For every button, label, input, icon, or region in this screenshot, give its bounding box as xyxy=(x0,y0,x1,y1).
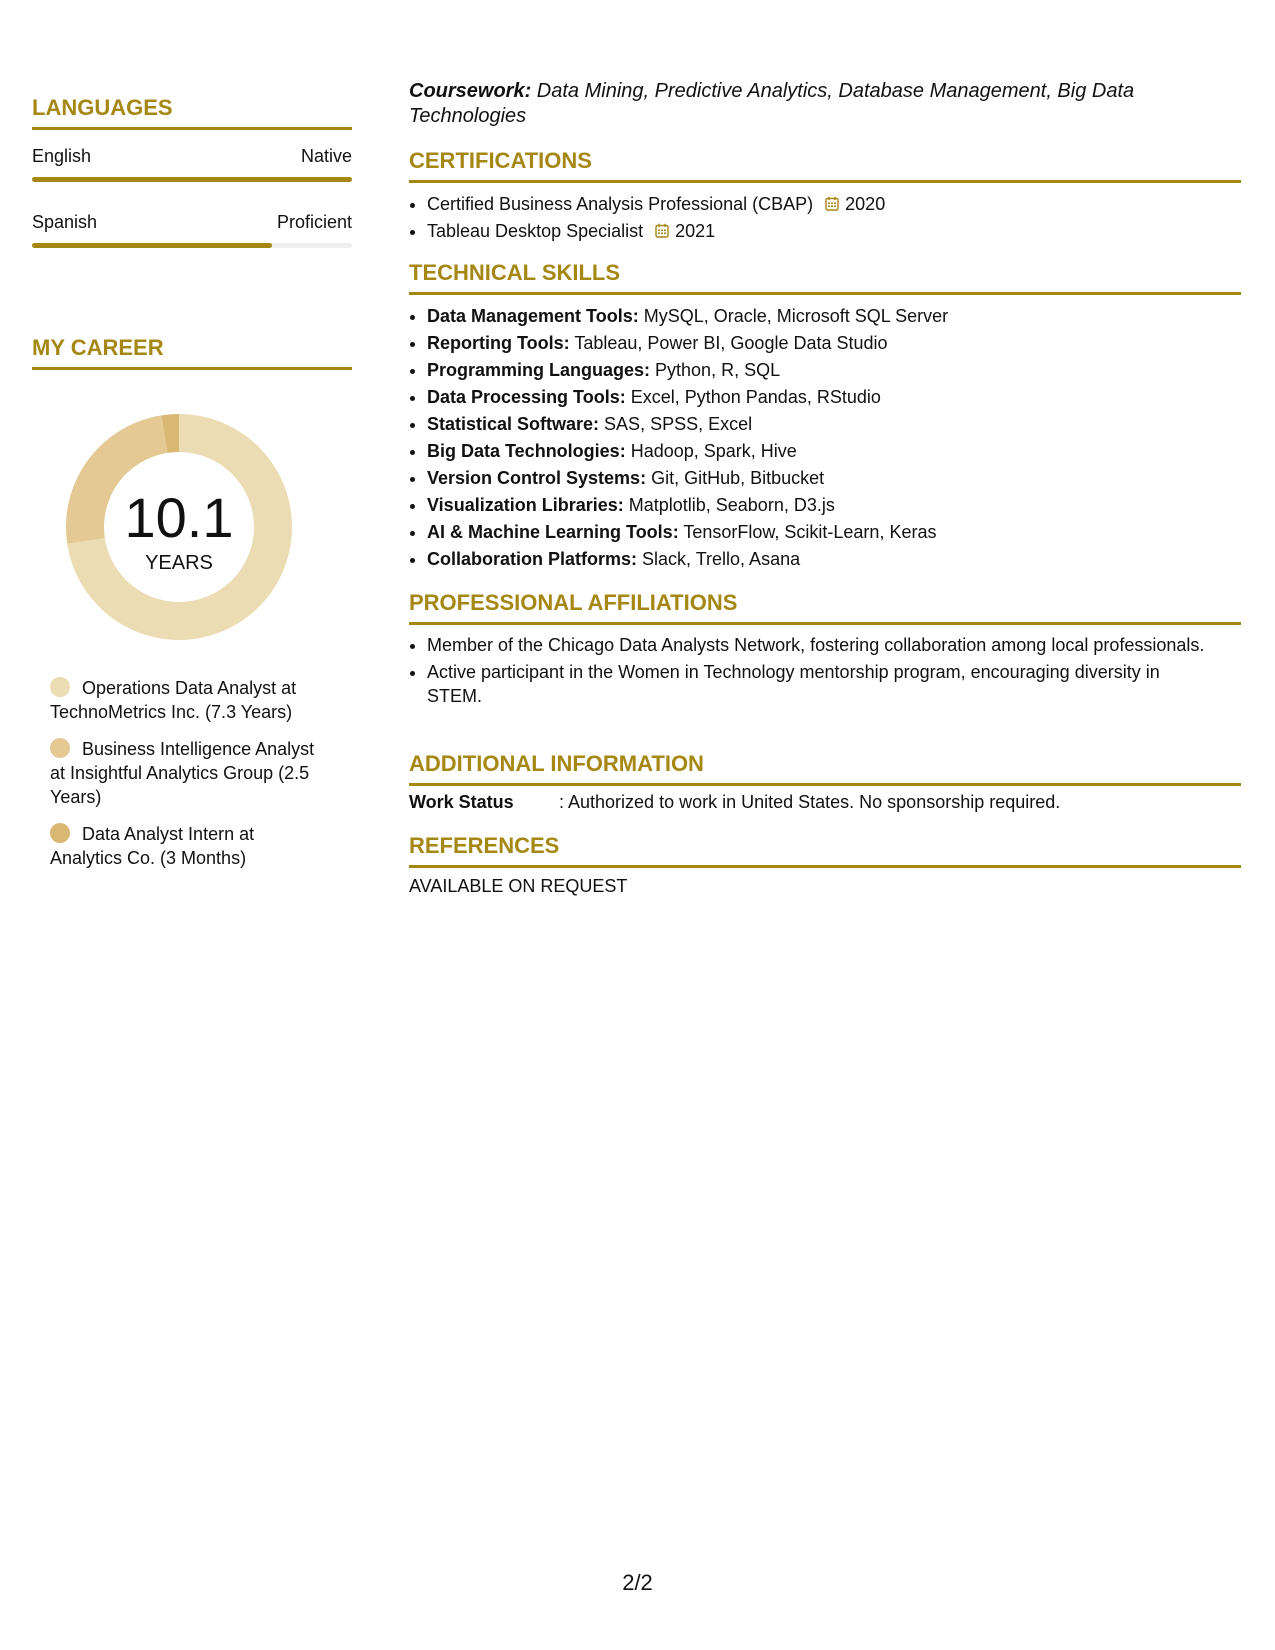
coursework-text: Data Mining, Predictive Analytics, Database Management, Big Data Technologies xyxy=(409,80,1135,127)
affiliations-list xyxy=(409,633,1209,708)
work-status-row xyxy=(409,792,1241,813)
language-proficiency-fill xyxy=(32,177,352,182)
skill-value: Python, R, SQL xyxy=(650,360,781,380)
certification-year: 2020 xyxy=(845,194,886,214)
section-divider xyxy=(409,783,1241,786)
skill-label: AI & Machine Learning Tools: xyxy=(427,522,679,542)
skill-value: Slack, Trello, Asana xyxy=(637,549,801,569)
section-divider xyxy=(409,865,1241,868)
references-section-header xyxy=(409,833,1241,868)
page-number: 2/2 xyxy=(622,1570,653,1595)
skill-item xyxy=(427,303,1241,330)
languages-title: LANGUAGES xyxy=(32,95,173,120)
skills-section-header xyxy=(409,260,1241,295)
career-legend-label: Operations Data Analyst at TechnoMetrics Inc. (7.3 Years) xyxy=(50,678,297,722)
skill-item xyxy=(427,438,1241,465)
skills-list xyxy=(409,303,1241,573)
skill-value: Git, GitHub, Bitbucket xyxy=(646,468,825,488)
skill-item xyxy=(427,330,1241,357)
career-total-years: 10.1 xyxy=(124,486,234,549)
additional-info-title: ADDITIONAL INFORMATION xyxy=(409,751,704,776)
skill-item xyxy=(427,546,1241,573)
language-level: Proficient xyxy=(276,212,352,232)
career-title: MY CAREER xyxy=(32,335,164,360)
skill-label: Version Control Systems: xyxy=(427,468,647,488)
affiliations-section-header xyxy=(409,590,1241,625)
certifications-section-header xyxy=(409,148,1241,183)
skill-value: MySQL, Oracle, Microsoft SQL Server xyxy=(638,306,949,326)
skill-label: Big Data Technologies: xyxy=(427,441,626,461)
legend-dot-icon xyxy=(50,823,70,843)
skills-title: TECHNICAL SKILLS xyxy=(409,260,621,285)
skill-item xyxy=(427,357,1241,384)
skill-label: Data Management Tools: xyxy=(427,306,639,326)
skill-label: Data Processing Tools: xyxy=(427,387,626,407)
language-proficiency-bar xyxy=(32,177,352,182)
skill-item xyxy=(427,465,1241,492)
skill-item xyxy=(427,519,1241,546)
language-proficiency-bar xyxy=(32,243,352,248)
skill-label: Collaboration Platforms: xyxy=(427,549,638,569)
certification-name: Certified Business Analysis Professional (CBAP) xyxy=(427,194,814,214)
work-status-value: : Authorized to work in United States. No sponsorship required. xyxy=(559,792,1061,812)
languages-section-header xyxy=(32,95,352,130)
certifications-title: CERTIFICATIONS xyxy=(409,148,592,173)
certification-year: 2021 xyxy=(675,221,716,241)
career-donut-center xyxy=(66,414,292,640)
references-title: REFERENCES xyxy=(409,833,560,858)
skill-label: Statistical Software: xyxy=(427,414,600,434)
language-name: Spanish xyxy=(32,212,98,232)
certification-name: Tableau Desktop Specialist xyxy=(427,221,644,241)
skill-label: Visualization Libraries: xyxy=(427,495,624,515)
skill-item xyxy=(427,384,1241,411)
section-divider xyxy=(32,367,352,370)
affiliations-list-wrap xyxy=(409,633,1209,711)
affiliation-item: • Active participant in the Women in Technology mentorship program, encouraging diversity in STEM. xyxy=(427,660,1209,708)
skill-value: TensorFlow, Scikit-Learn, Keras xyxy=(678,522,937,542)
skill-value: SAS, SPSS, Excel xyxy=(599,414,753,434)
section-divider xyxy=(32,127,352,130)
coursework-label: Coursework: xyxy=(409,80,532,102)
skill-value: Tableau, Power BI, Google Data Studio xyxy=(569,333,888,353)
career-legend xyxy=(50,676,330,883)
career-donut-chart xyxy=(66,414,292,640)
section-divider xyxy=(409,180,1241,183)
skill-item xyxy=(427,411,1241,438)
section-divider xyxy=(409,292,1241,295)
career-section-header xyxy=(32,335,352,370)
certification-item xyxy=(427,191,1241,218)
skill-value: Excel, Python Pandas, RStudio xyxy=(625,387,881,407)
skill-label: Reporting Tools: xyxy=(427,333,570,353)
career-legend-item xyxy=(50,822,330,870)
calendar-icon xyxy=(825,196,839,211)
skill-value: Hadoop, Spark, Hive xyxy=(625,441,797,461)
certification-item xyxy=(427,218,1241,245)
career-legend-label: Business Intelligence Analyst at Insightful Analytics Group (2.5 Years) xyxy=(50,739,315,807)
skill-label: Programming Languages: xyxy=(427,360,651,380)
skill-item xyxy=(427,492,1241,519)
certifications-list xyxy=(409,191,1241,245)
career-legend-label: Data Analyst Intern at Analytics Co. (3 Months) xyxy=(50,824,255,868)
legend-dot-icon xyxy=(50,677,70,697)
affiliation-item: • Member of the Chicago Data Analysts Network, fostering collaboration among local professionals. xyxy=(427,633,1209,657)
work-status-label: Work Status xyxy=(409,792,514,812)
additional-info-section-header xyxy=(409,751,1241,786)
legend-dot-icon xyxy=(50,738,70,758)
calendar-icon xyxy=(655,223,669,238)
certifications-list-wrap xyxy=(409,191,1241,245)
references-text: AVAILABLE ON REQUEST xyxy=(409,876,628,896)
language-name: English xyxy=(32,146,92,166)
career-total-unit: YEARS xyxy=(145,552,213,574)
language-proficiency-fill xyxy=(32,243,272,248)
affiliations-title: PROFESSIONAL AFFILIATIONS xyxy=(409,590,738,615)
coursework-line xyxy=(409,79,1209,129)
skills-list-wrap xyxy=(409,303,1241,573)
career-legend-item xyxy=(50,676,330,724)
skill-value: Matplotlib, Seaborn, D3.js xyxy=(623,495,835,515)
section-divider xyxy=(409,622,1241,625)
career-legend-item xyxy=(50,737,330,809)
language-level: Native xyxy=(300,146,352,166)
